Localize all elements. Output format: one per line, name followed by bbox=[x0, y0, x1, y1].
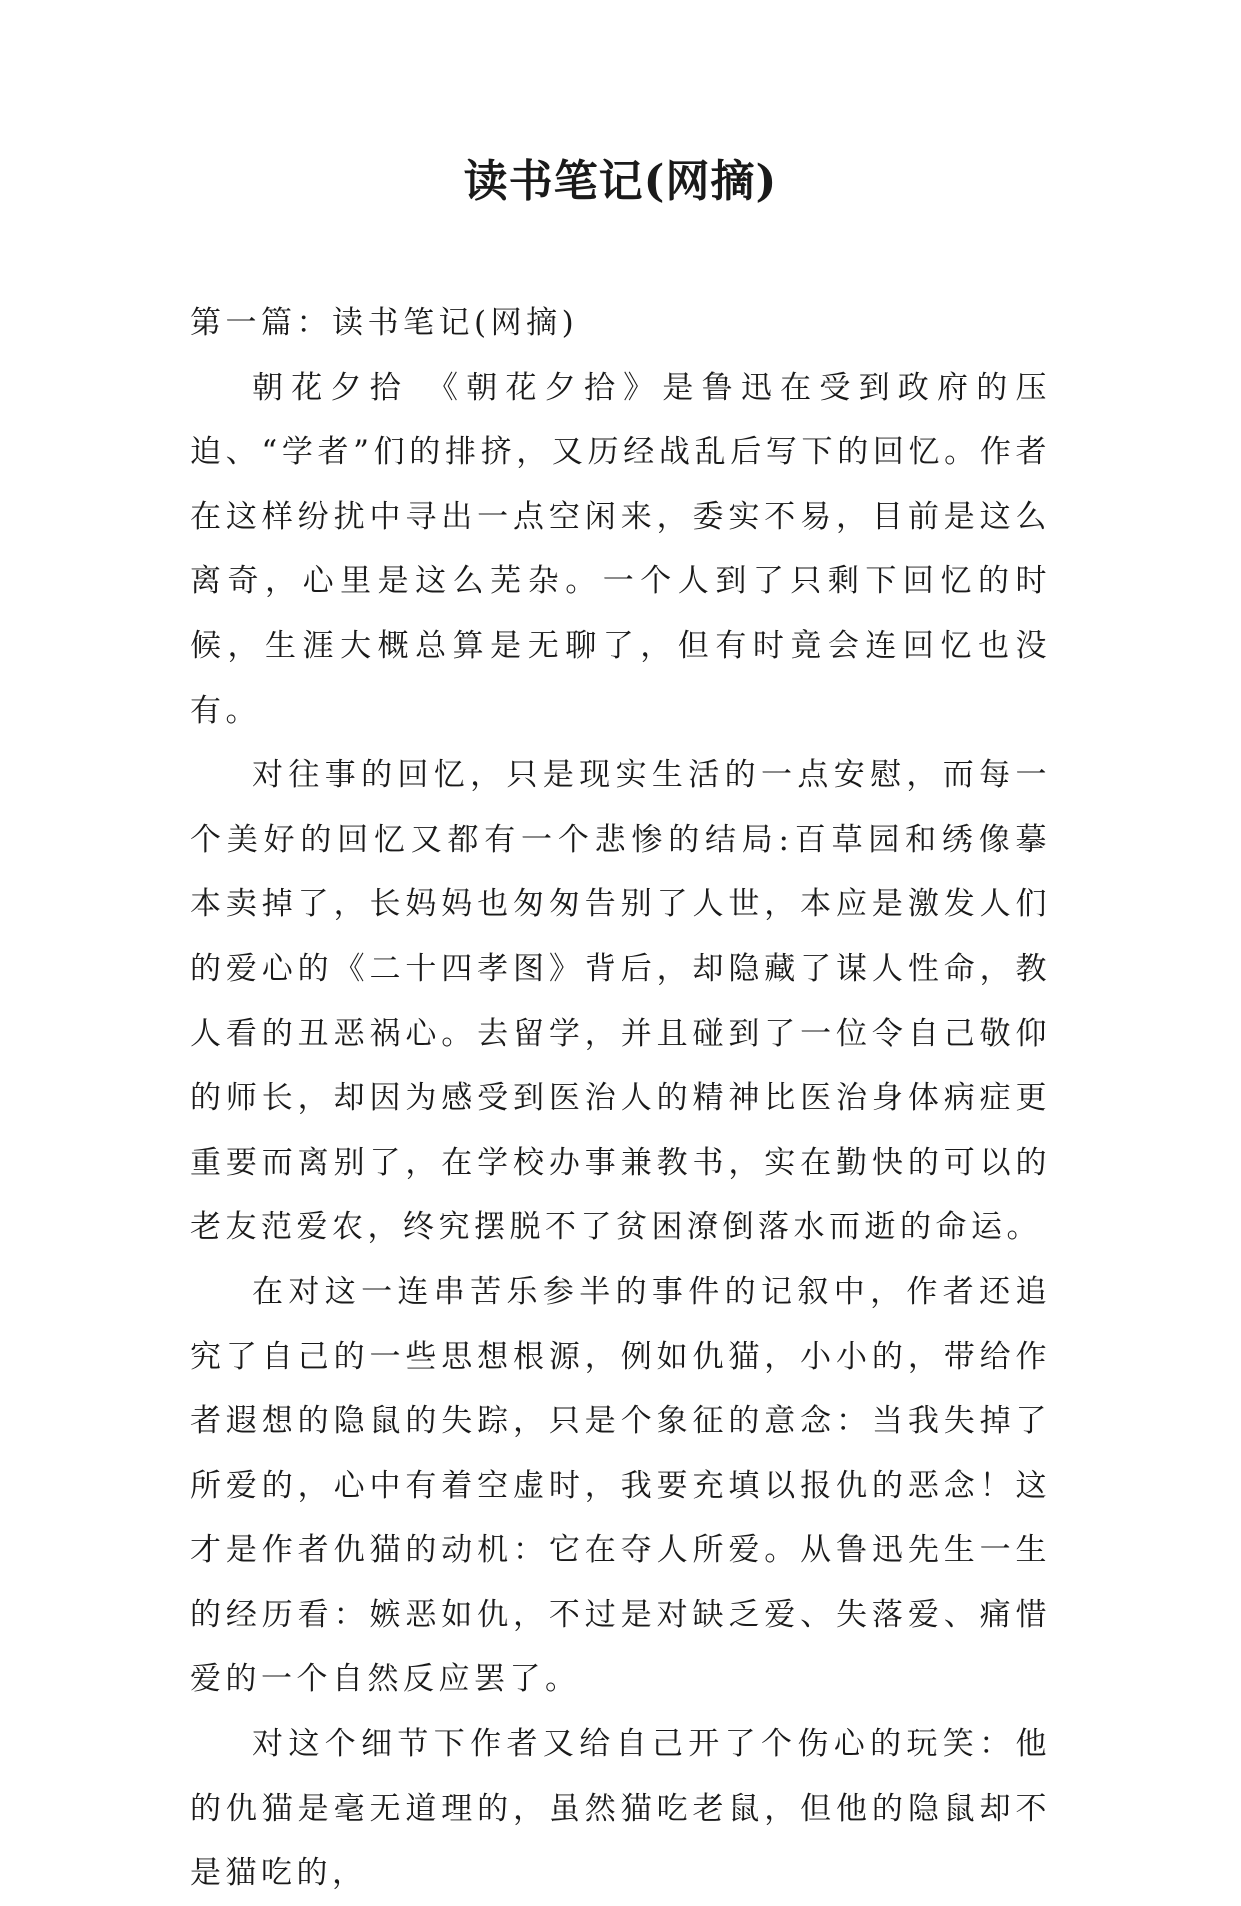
paragraph: 在对这一连串苦乐参半的事件的记叙中，作者还追究了自己的一些思想根源，例如仇猫，小小的，带给作者遐想的隐鼠的失踪，只是个象征的意念：当我失掉了所爱的，心中有着空虚时，我要充填以报仇的恶念！这才是作者仇猫的动机：它在夺人所爱。从鲁迅先生一生的经历看：嫉恶如仇，不过是对缺乏爱、失落爱、痛惜爱的一个自然反应罢了。 bbox=[190, 1273, 1051, 1698]
document-body bbox=[190, 291, 1051, 1906]
section-heading: 第一篇：读书笔记(网摘) bbox=[190, 305, 579, 341]
paragraph: 朝花夕拾 《朝花夕拾》是鲁迅在受到政府的压迫、“学者”们的排挤，又历经战乱后写下的回忆。作者在这样纷扰中寻出一点空闲来，委实不易，目前是这么离奇，心里是这么芜杂。一个人到了只剩下回忆的时候，生涯大概总算是无聊了，但有时竟会连回忆也没有。 bbox=[190, 369, 1051, 729]
document-title: 读书笔记(网摘) bbox=[463, 156, 778, 207]
paragraph: 对这个细节下作者又给自己开了个伤心的玩笑：他的仇猫是毫无道理的，虽然猫吃老鼠，但他的隐鼠却不是猫吃的， bbox=[190, 1726, 1051, 1892]
paragraph: 对往事的回忆，只是现实生活的一点安慰，而每一个美好的回忆又都有一个悲惨的结局:百草园和绣像摹本卖掉了，长妈妈也匆匆告别了人世，本应是激发人们的爱心的《二十四孝图》背后，却隐藏了谋人性命，教人看的丑恶祸心。去留学，并且碰到了一位令自己敬仰的师长，却因为感受到医治人的精神比医治身体病症更重要而离别了，在学校办事兼教书，实在勤快的可以的老友范爱农，终究摆脱不了贫困潦倒落水而逝的命运。 bbox=[190, 757, 1051, 1246]
